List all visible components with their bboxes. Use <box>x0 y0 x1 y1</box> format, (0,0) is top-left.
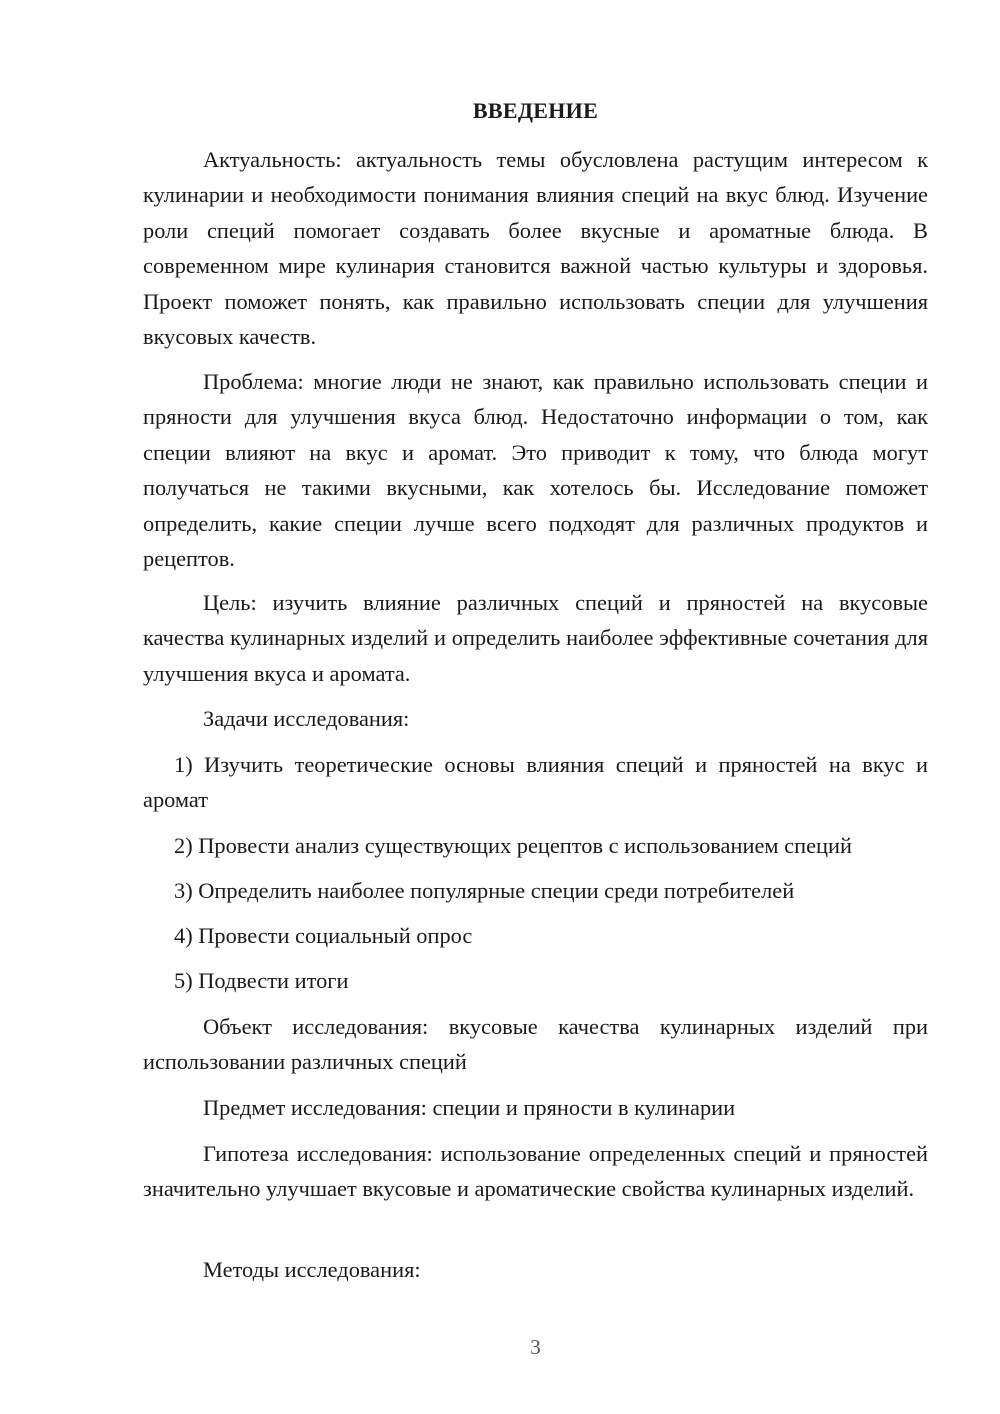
page-title: ВВЕДЕНИЕ <box>472 98 599 123</box>
methods-heading: Методы исследования: <box>203 1257 421 1282</box>
list-item: 1) Изучить теоретические основы влияния специй и пряностей на вкус и аромат <box>143 752 928 813</box>
paragraph-object: Объект исследования: вкусовые качества кулинарных изделий при использовании различных специй <box>143 1014 928 1075</box>
list-item: 5) Подвести итоги <box>174 968 349 993</box>
paragraph-hypothesis: Гипотеза исследования: использование определенных специй и пряностей значительно улучшает вкусовые и ароматические свойства кулинарных изделий. <box>143 1141 928 1202</box>
tasks-heading: Задачи исследования: <box>203 706 410 731</box>
paragraph-problem: Проблема: многие люди не знают, как правильно использовать специи и пряности для улучшения вкуса блюд. Недостаточно информации о том, как специи влияют на вкус и аромат. Это приводит к тому, что блюда могут получаться не такими вкусными, как хотелось бы. Исследование поможет определить, какие специи лучше всего подходят для различных продуктов и рецептов. <box>143 369 928 572</box>
paragraph-relevance: Актуальность: актуальность темы обусловлена растущим интересом к кулинарии и необходимости понимания влияния специй на вкус блюд. Изучение роли специй помогает создавать более вкусные и ароматные блюда. В современном мире кулинария становится важной частью культуры и здоровья. Проект поможет понять, как правильно использовать специи для улучшения вкусовых качеств. <box>143 147 928 350</box>
paragraph-goal: Цель: изучить влияние различных специй и пряностей на вкусовые качества кулинарных изделий и определить наиболее эффективные сочетания для улучшения вкуса и аромата. <box>143 590 928 686</box>
list-item: 4) Провести социальный опрос <box>174 923 473 948</box>
document-page <box>143 0 928 1414</box>
list-item: 3) Определить наиболее популярные специи среди потребителей <box>174 878 795 903</box>
paragraph-subject: Предмет исследования: специи и пряности в кулинарии <box>203 1095 736 1120</box>
page-number: 3 <box>530 1335 541 1359</box>
list-item: 2) Провести анализ существующих рецептов с использованием специй <box>174 833 852 858</box>
